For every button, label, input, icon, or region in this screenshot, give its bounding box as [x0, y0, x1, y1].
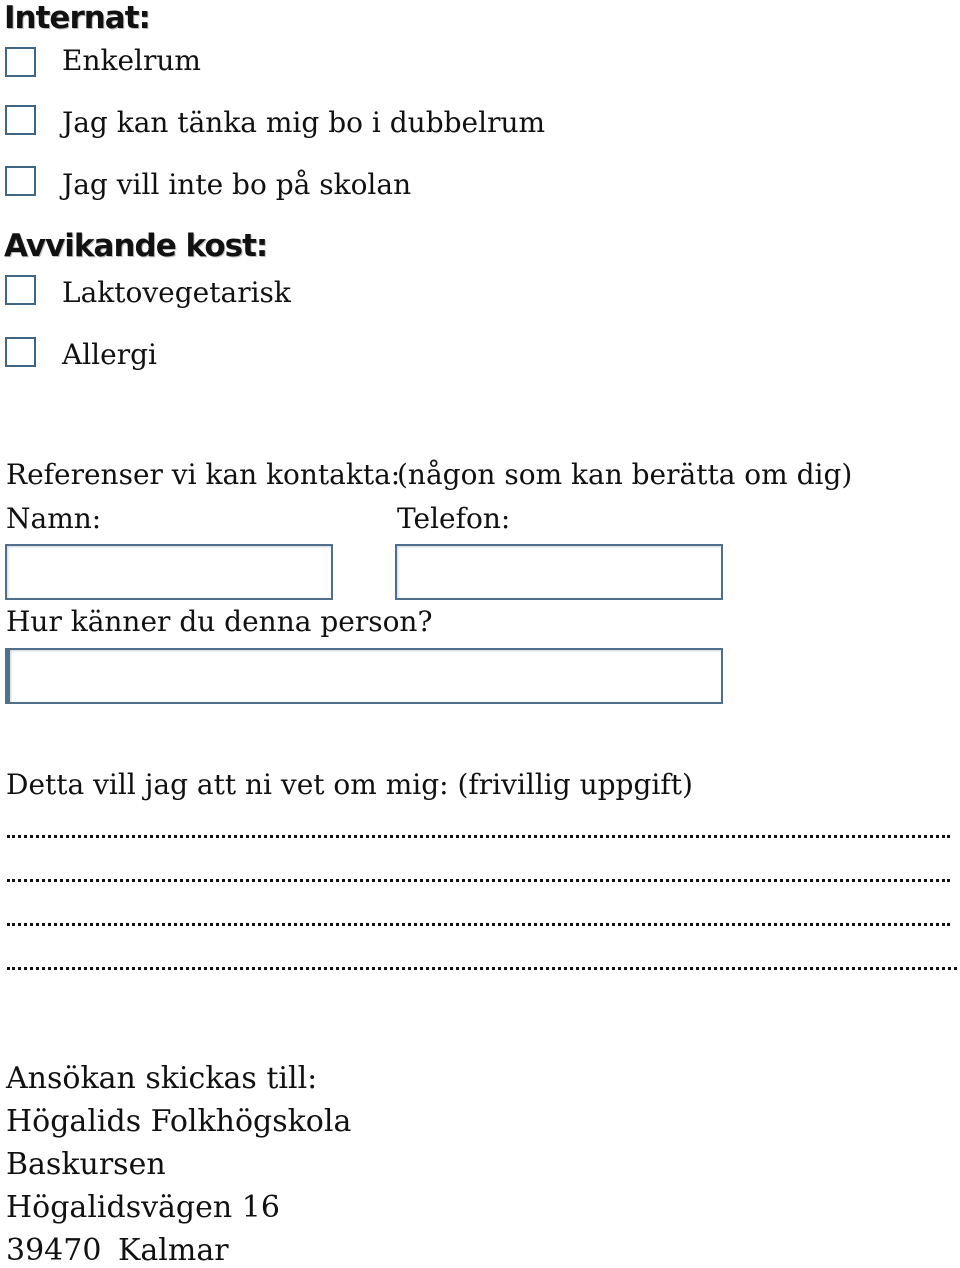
- address-school: Högalids Folkhögskola: [6, 1104, 352, 1139]
- address-street: Högalidsvägen 16: [6, 1190, 280, 1225]
- kost-heading: Avvikande kost:: [4, 228, 268, 264]
- checkbox-dubbelrum[interactable]: [5, 105, 36, 135]
- label-dubbelrum: Jag kan tänka mig bo i dubbelrum: [62, 106, 546, 139]
- checkbox-laktovegetarisk[interactable]: [5, 275, 36, 305]
- label-allergi: Allergi: [62, 338, 157, 371]
- label-enkelrum: Enkelrum: [62, 44, 201, 77]
- address-department: Baskursen: [6, 1147, 166, 1182]
- label-bo-inte-pa-skolan: Jag vill inte bo på skolan: [62, 168, 412, 201]
- address-heading: Ansökan skickas till:: [6, 1061, 318, 1096]
- checkbox-allergi[interactable]: [5, 337, 36, 367]
- about-me-line-2[interactable]: [7, 879, 950, 882]
- reference-name-label: Namn:: [6, 502, 102, 535]
- reference-phone-input[interactable]: [395, 544, 723, 600]
- reference-name-input[interactable]: [5, 544, 333, 600]
- references-intro-note: (någon som kan berätta om dig): [397, 458, 853, 491]
- label-laktovegetarisk: Laktovegetarisk: [62, 276, 291, 309]
- checkbox-enkelrum[interactable]: [5, 47, 36, 77]
- about-me-line-1[interactable]: [7, 835, 950, 838]
- about-me-label: Detta vill jag att ni vet om mig: (frivillig uppgift): [6, 768, 693, 801]
- address-postcode: 39470: [6, 1233, 102, 1268]
- reference-relation-input[interactable]: [5, 648, 723, 704]
- address-city: Kalmar: [118, 1233, 229, 1268]
- reference-relation-label: Hur känner du denna person?: [6, 605, 433, 638]
- about-me-line-4[interactable]: [7, 967, 957, 970]
- about-me-line-3[interactable]: [7, 923, 950, 926]
- checkbox-bo-inte-pa-skolan[interactable]: [5, 166, 36, 196]
- references-intro-label: Referenser vi kan kontakta:: [6, 458, 401, 491]
- internat-heading: Internat:: [4, 0, 150, 36]
- reference-phone-label: Telefon:: [397, 502, 511, 535]
